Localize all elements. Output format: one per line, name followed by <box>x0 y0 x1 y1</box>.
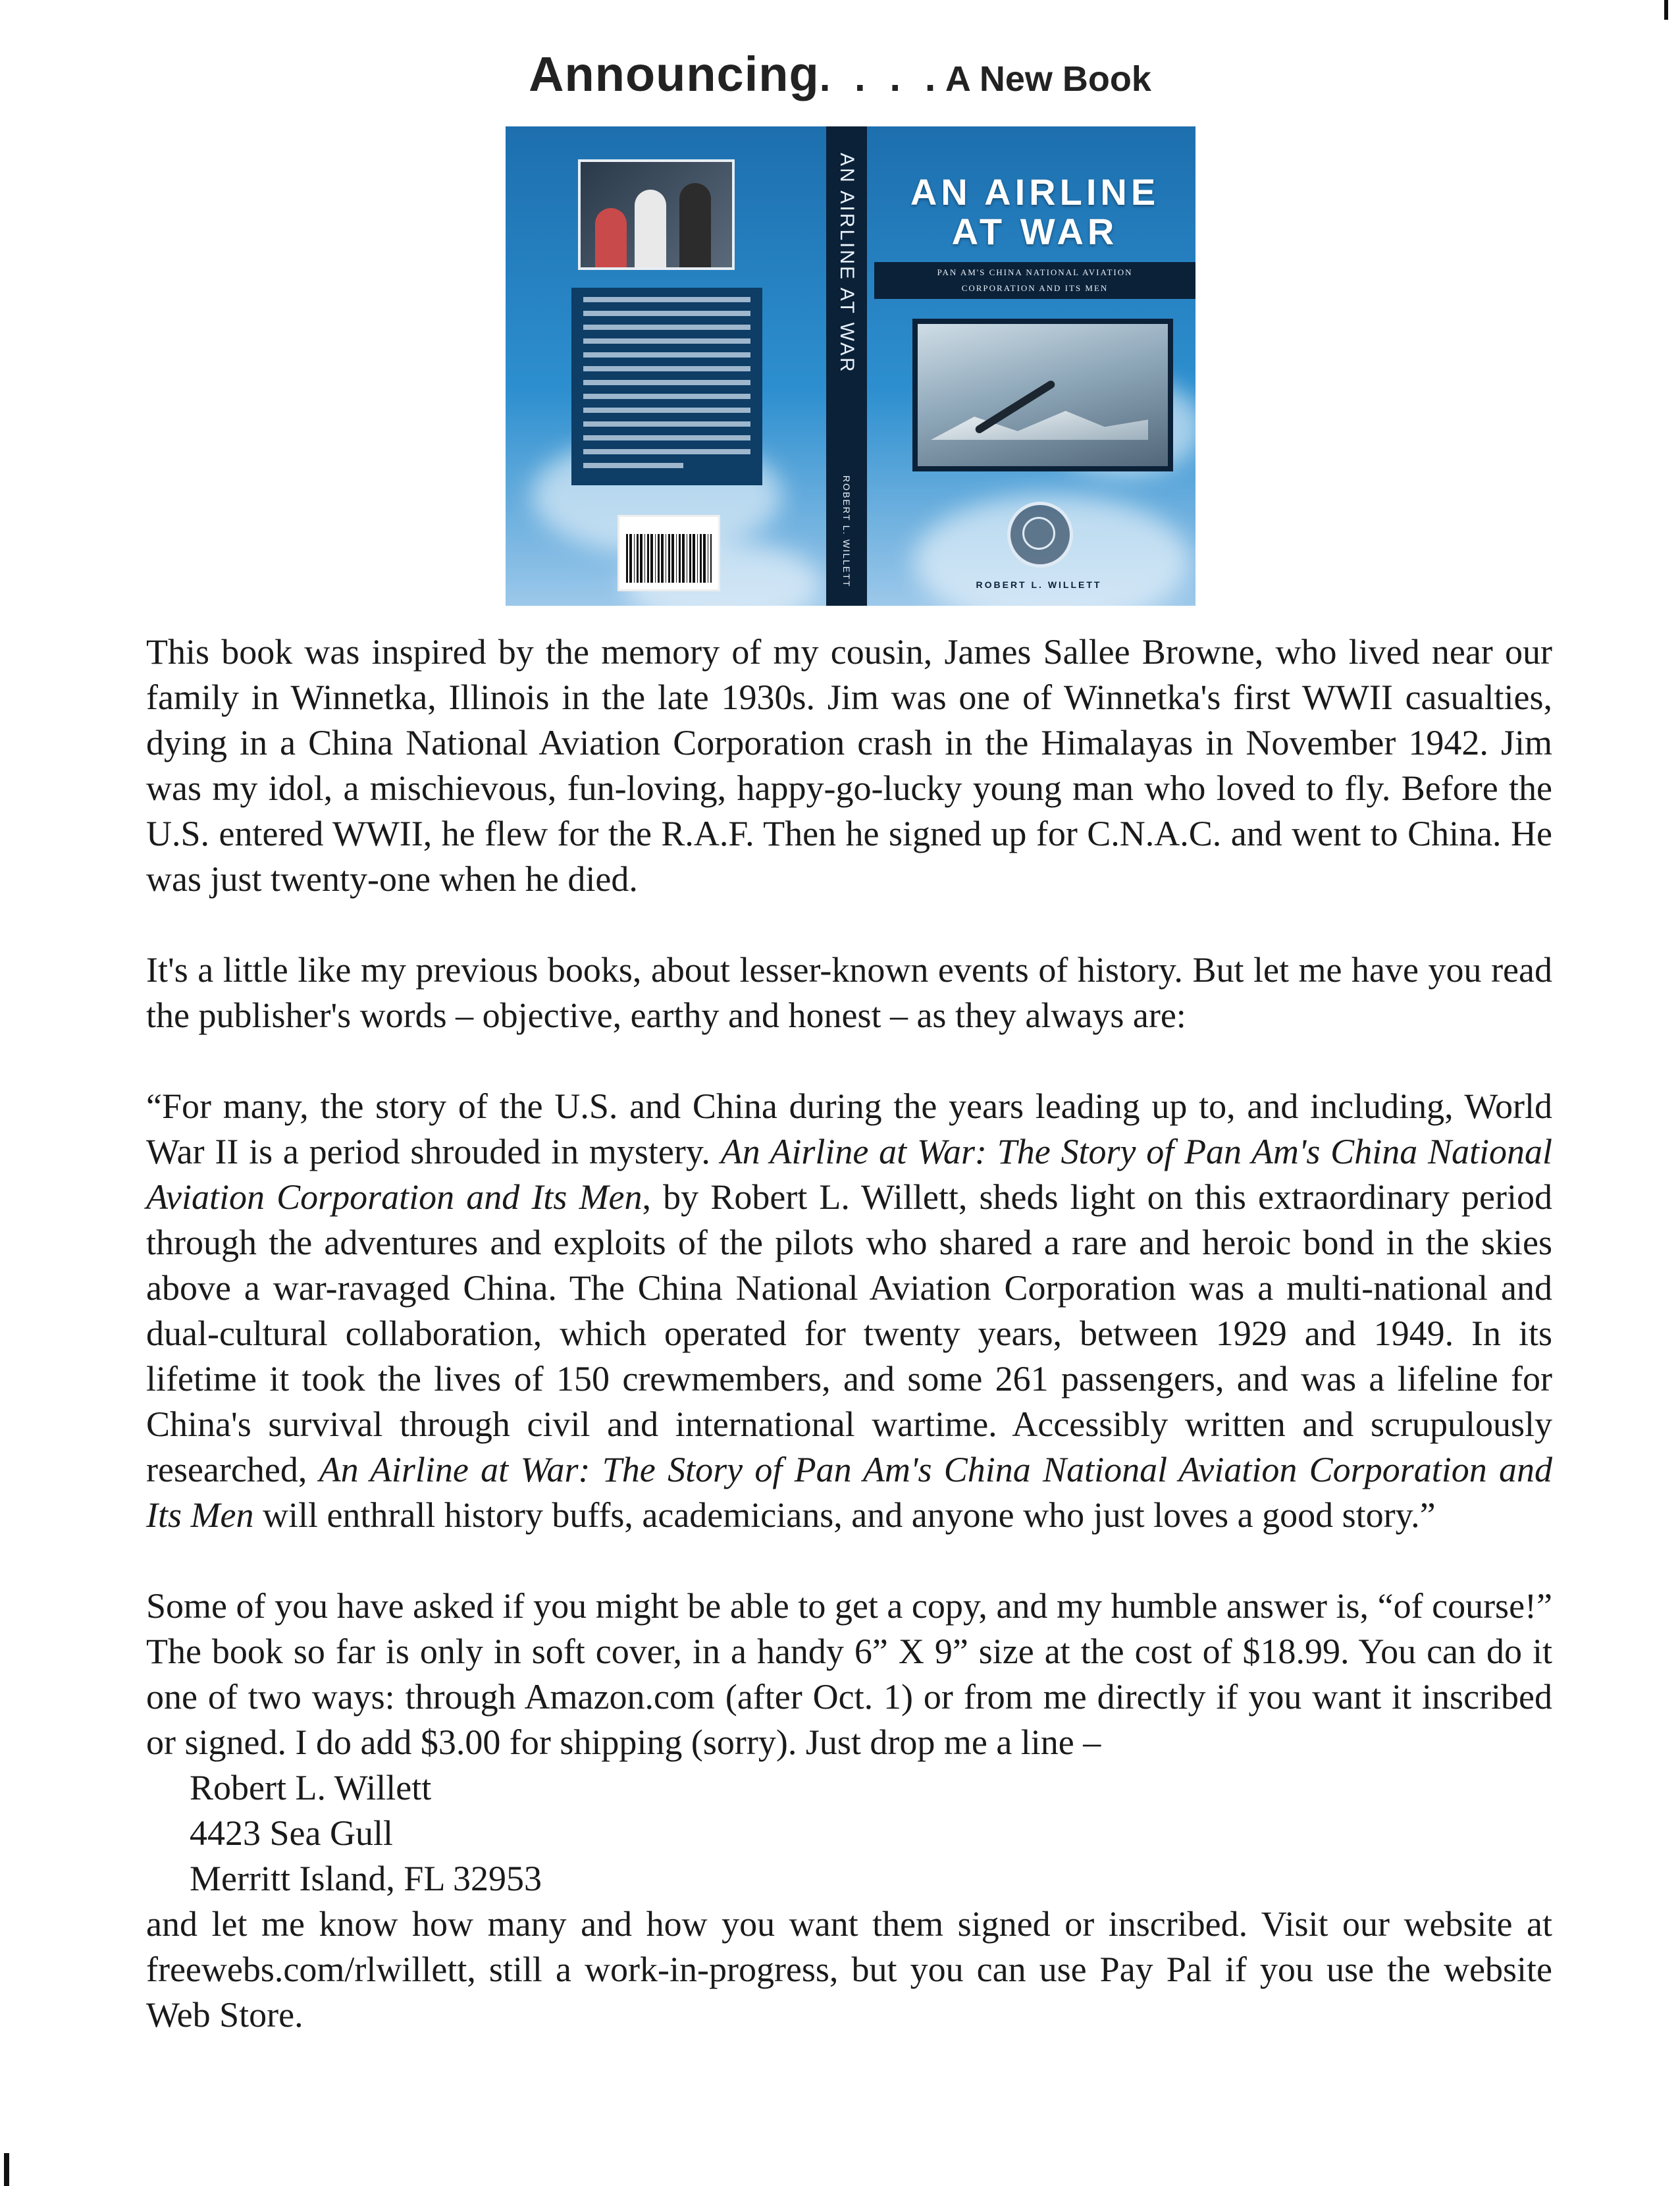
cnac-emblem-icon <box>1007 502 1073 568</box>
paragraph-inspiration: This book was inspired by the memory of my cousin, James Sallee Browne, who lived near our family in Winnetka, Illinois in the late 1930s. Jim was one of Winnetka's first WWII casualties, dying in a China National Aviation Corporation crash in the Himalayas in November 1942. Jim was my idol, a mischievous, fun-loving, happy-go-lucky young man who loved to fly. Before the U.S. entered WWII, he flew for the R.A.F. Then he signed up for C.N.A.C. and went to China. He was just twenty-one when he died. <box>146 632 1552 899</box>
cover-author: ROBERT L. WILLETT <box>976 579 1102 590</box>
back-cover-blurb <box>571 288 762 485</box>
paragraph-website: and let me know how many and how you want them signed or inscribed. Visit our website at freewebs.com/rlwillett, still a work-in-progress, but you can use Pay Pal if you use the website Web Store. <box>146 1904 1552 2035</box>
heading-rest: A New Book <box>945 59 1151 99</box>
book-spine <box>826 126 867 606</box>
cover-subtitle-line2: CORPORATION AND ITS MEN <box>961 283 1109 293</box>
quote-part-a: “For many, the story of the U.S. and China during the years leading up to, and including, World War II is a period shrouded in mystery. <box>146 1086 1552 1171</box>
address-city: Merritt Island, FL 32953 <box>190 1859 542 1898</box>
article-body <box>146 629 1552 2038</box>
announcement-heading <box>0 46 1680 102</box>
mailing-address <box>190 1765 1552 1902</box>
book-title-italic: An Airline at War: The Story of Pan Am's China National Aviation Corporation and Its Men <box>146 1132 1552 1217</box>
paragraph-previous-books: It's a little like my previous books, about lesser-known events of history. But let me have you read the publisher's words – objective, earthy and honest – as they always are: <box>146 950 1552 1035</box>
spine-author: ROBERT L. WILLETT <box>841 475 852 588</box>
heading-dots: . . . . <box>819 55 943 99</box>
scan-edge-mark-top <box>1664 0 1668 20</box>
heading-main: Announcing <box>529 47 820 101</box>
cover-title-line1: AN AIRLINE <box>910 171 1160 213</box>
spine-title: AN AIRLINE AT WAR <box>836 153 858 374</box>
barcode <box>617 515 720 591</box>
address-street: 4423 Sea Gull <box>190 1813 393 1853</box>
book-title-italic-2: An Airline at War: The Story of Pan Am's China National Aviation Corporation and Its Men <box>146 1450 1553 1535</box>
cover-title <box>874 173 1195 252</box>
quote-part-b: , by Robert L. Willett, sheds light on this extraordinary period through the adventures and exploits of the pilots who shared a rare and heroic bond in the skies above a war-ravaged China. The China National Aviation Corporation was a multi-national and dual-cultural collaboration, which operated for twenty years, between 1929 and 1949. In its lifetime it took the lives of 150 crewmembers, and some 261 passengers, and was a lifeline for China's survival through civil and international wartime. Accessibly written and scrupulously researched, <box>146 1177 1552 1489</box>
cover-title-line2: AT WAR <box>951 211 1118 252</box>
cover-subtitle-line1: PAN AM'S CHINA NATIONAL AVIATION <box>937 267 1133 277</box>
author-photo <box>578 159 735 270</box>
paragraph-publisher-quote <box>146 1084 1552 1538</box>
book-cover-image <box>506 126 1195 606</box>
paragraph-ordering: Some of you have asked if you might be able to get a copy, and my humble answer is, “of course!” The book so far is only in soft cover, in a handy 6” X 9” size at the cost of $18.99. You can do it one of two ways: through Amazon.com (after Oct. 1) or from me directly if you want it inscribed or signed. I do add $3.00 for shipping (sorry). Just drop me a line – <box>146 1586 1552 1762</box>
cover-subtitle <box>874 262 1195 299</box>
cover-photo-plane-mountains <box>912 319 1173 471</box>
quote-part-c: will enthrall history buffs, academicians, and anyone who just loves a good story.” <box>262 1495 1436 1535</box>
scan-edge-mark <box>4 2153 9 2186</box>
address-name: Robert L. Willett <box>190 1768 432 1807</box>
